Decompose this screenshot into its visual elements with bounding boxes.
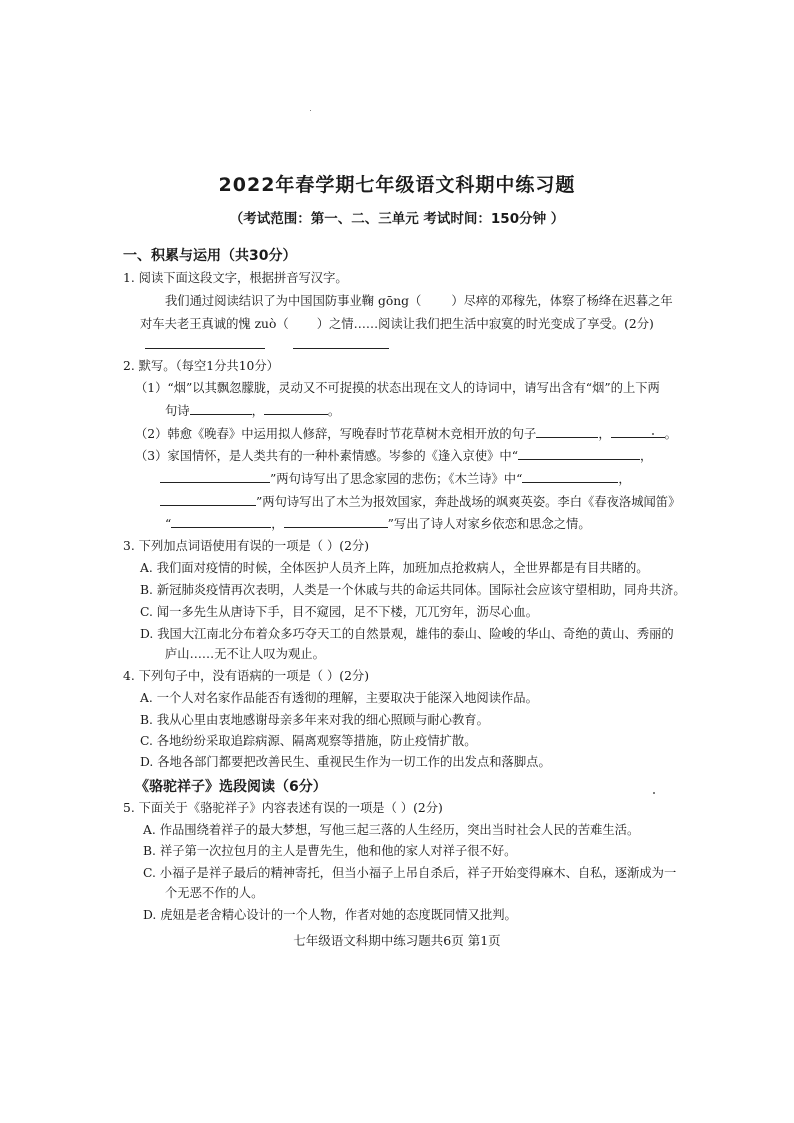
q3-option-d-cont: 庐山……无不让人叹为观止。 [165,647,325,661]
q2-part3-mulan: ”两句诗写出了思念家园的悲伤；《木兰诗》中“ [270,472,523,486]
answer-blank[interactable] [190,402,252,415]
q1-line1-start: 我们通过阅读结识了为中国国防事业鞠 gōng（ [165,294,422,308]
q2-part3-line1: （3）家国情怀，是人类共有的一种朴素情感。岑参的《逢入京使》中“ ， [135,449,653,463]
scan-speck [653,792,655,794]
q5-prompt: 5. 下面关于《骆驼祥子》内容表述有误的一项是（ ）(2分) [123,801,443,815]
q4-prompt: 4. 下列句子中，没有语病的一项是（ ）(2分) [123,669,370,683]
answer-blank[interactable] [145,336,265,349]
page-subtitle: （考试范围：第一、二、三单元 考试时间：150分钟 ） [229,211,565,227]
page-footer: 七年级语文科期中练习题共6页 第1页 [293,933,501,948]
answer-blank[interactable] [611,425,665,438]
q4-option-d: D. 各地各部门都要把改善民生、重视民生作为一切工作的出发点和落脚点。 [140,755,551,769]
answer-blank[interactable] [293,336,389,349]
q2-prompt: 2. 默写。（每空1分共10分） [123,359,279,373]
answer-blank[interactable] [160,470,270,483]
q1-line2 [140,316,654,332]
q3-option-d: D. 我国大江南北分布着众多巧夺天工的自然景观，雄伟的泰山、险峻的华山、奇绝的黄山、秀丽的 [140,627,674,641]
q2-part3-line2: ”两句诗写出了思念家园的悲伤；《木兰诗》中“ ， [160,470,631,487]
q1-answer-blanks [145,336,389,353]
answer-blank[interactable] [160,493,256,506]
q2-part2-text: （2）韩愈《晚春》中运用拟人修辞，写晚春时节花草树木竞相开放的句子 [135,427,537,441]
answer-blank[interactable] [522,470,618,483]
q2-part2: （2）韩愈《晚春》中运用拟人修辞，写晚春时节花草树木竞相开放的句子 ， 。 [135,427,677,441]
q4-option-b: B. 我从心里由衷地感谢母亲多年来对我的细心照顾与耐心教育。 [140,713,489,727]
q2-part1-text: （1）“烟”以其飘忽朦胧，灵动又不可捉摸的状态出现在文人的诗词中，请写出含有“烟”的上下两 [135,381,660,395]
answer-blank[interactable] [284,515,388,528]
reading-heading: 《骆驼祥子》选段阅读（6分） [135,779,327,795]
answer-blank[interactable] [264,402,328,415]
q5-option-c: C. 小福子是祥子最后的精神寄托，但当小福子上吊自杀后，祥子开始变得麻木、自私，逐渐成为一 [143,866,677,880]
scan-speck [310,110,311,111]
q2-part3-line3 [160,493,680,510]
q2-part1-blanks: 句诗 ， 。 [165,404,341,418]
q2-part3-text: （3）家国情怀，是人类共有的一种朴素情感。岑参的《逢入京使》中“ [135,449,519,463]
q2-part3-line4: “ ， ”写出了诗人对家乡依恋和思念之情。 [165,517,591,531]
q4-option-a: A. 一个人对名家作品能否有透彻的理解，主要取决于能深入地阅读作品。 [140,691,538,705]
q5-option-c-cont: 个无恶不作的人。 [165,886,264,900]
q1-line1 [165,293,673,309]
q1-line2-end: ）之情……阅读让我们把生活中寂寞的时光变成了享受。(2分) [316,317,654,331]
q4-option-c: C. 各地纷纷采取追踪病源、隔离观察等措施，防止疫情扩散。 [140,734,477,748]
q2-part1-lead: 句诗 [165,404,190,418]
q5-option-d: D. 虎妞是老舍精心设计的一个人物，作者对她的态度既同情又批判。 [143,908,517,922]
q1-line2-start: 对车夫老王真诚的愧 zuò（ [140,317,289,331]
q3-option-a: A. 我们面对疫情的时候，全体医护人员齐上阵，加班加点抢救病人，全世界都是有目共睹的。 [140,561,649,575]
section-heading: 一、积累与运用（共30分） [123,248,297,264]
scan-speck [652,433,654,435]
answer-blank[interactable] [518,447,640,460]
page-title: 2022年春学期七年级语文科期中练习题 [218,174,576,196]
q1-line1-end: ）尽瘁的邓稼先，体察了杨绛在迟暮之年 [451,294,673,308]
q2-part3-end: ”写出了诗人对家乡依恋和思念之情。 [387,517,591,531]
q5-option-a: A. 作品围绕着祥子的最大梦想，写他三起三落的人生经历，突出当时社会人民的苦难生活。 [143,823,640,837]
q3-option-c: C. 闻一多先生从唐诗下手，目不窥园，足不下楼，兀兀穷年，沥尽心血。 [140,605,538,619]
q2-part3-libai: ”两句诗写出了木兰为报效国家，奔赴战场的飒爽英姿。李白《春夜洛城闻笛》 [256,495,681,509]
q3-option-b: B. 新冠肺炎疫情再次表明，人类是一个休戚与共的命运共同体。国际社会应该守望相助，同舟共济。 [140,583,686,597]
answer-blank[interactable] [171,515,271,528]
q1-prompt: 1. 阅读下面这段文字，根据拼音写汉字。 [123,271,348,285]
answer-blank[interactable] [536,425,598,438]
q5-option-b: B. 祥子第一次拉包月的主人是曹先生，他和他的家人对祥子很不好。 [143,844,517,858]
q3-prompt: 3. 下列加点词语使用有误的一项是（ ）(2分) [123,539,370,553]
